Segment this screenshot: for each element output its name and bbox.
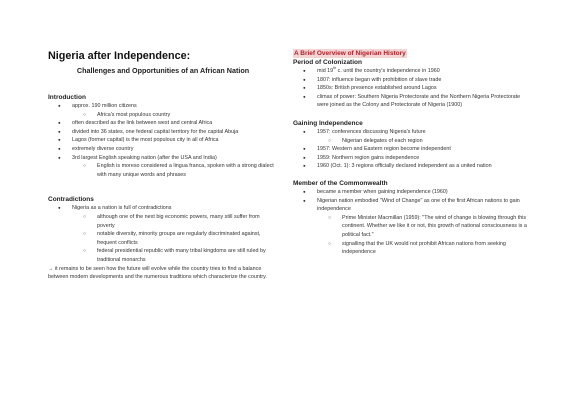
- list-item: ● 1850s: British presence established around Lagos: [293, 84, 533, 93]
- list-item: ● 1807: influence began with prohibition of slave trade: [293, 76, 533, 85]
- commonwealth-list: [293, 188, 533, 257]
- list-item: ● often described as the link between west and central Africa: [48, 119, 278, 128]
- colonization-list: [293, 67, 533, 110]
- list-item: ○ signalling that the UK would not prohibit African nations from seeking independence: [293, 240, 533, 257]
- list-item: ● became a member when gaining independence (1960): [293, 188, 533, 197]
- list-item: ● approx. 190 million citizens: [48, 102, 278, 111]
- list-item: ● Nigerian nation embodied "Wind of Change" as one of the first African nations to gain independence: [293, 197, 533, 214]
- contradictions-heading: Contradictions: [48, 196, 94, 204]
- left-column: [48, 50, 278, 282]
- list-item: ● divided into 36 states, one federal capital territory for the capital Abuja: [48, 128, 278, 137]
- list-item: ● Lagos (former capital) is the most populous city in all of Africa: [48, 136, 278, 145]
- list-item: ○ English is moreso considered a lingua franca, spoken with a strong dialect with many unique words and phrases: [48, 162, 278, 179]
- list-item: ○ Africa's most populous country: [48, 111, 278, 120]
- contradictions-note: → it remains to be seen how the future will evolve while the country tries to find a balance between modern developments and the numerous traditions which characterize the country.: [48, 265, 267, 281]
- list-item: ● mid 19th c. until the country's independence in 1960: [293, 67, 533, 76]
- list-item: ○ federal presidential republic with many tribal kingdoms are still ruled by traditional monarchs: [48, 247, 278, 264]
- list-item: ○ Prime Minister Macmillan (1959): "The wind of change is blowing through this continent. Whether we like it or not, this growth of national consciousness is a political fact.": [293, 214, 533, 240]
- independence-list: [293, 128, 533, 171]
- list-item: ○ Nigerian delegates of each region: [293, 137, 533, 146]
- introduction-heading: Introduction: [48, 94, 86, 101]
- colonization-heading: Period of Colonization: [293, 59, 362, 66]
- overview-heading: [293, 49, 533, 58]
- list-item: ○ although one of the next big economic powers, many still suffer from poverty: [48, 213, 278, 230]
- list-item: ● climax of power: Southern Nigeria Protectorate and the Northern Nigeria Protectorate were joined as the Colony and Protectorate of Nigeria (1900): [293, 93, 533, 110]
- overview-heading-highlight: A Brief Overview of Nigerian History: [294, 50, 406, 57]
- list-item: ● 1957: Western and Eastern region become independent: [293, 145, 533, 154]
- list-item: ● 1959: Northern region gains independence: [293, 154, 533, 163]
- list-item: ● 1957: conferences discussing Nigeria's future: [293, 128, 533, 137]
- page-title: Nigeria after Independence:: [48, 50, 191, 62]
- list-item: ○ notable diversity, minority groups are regularly discriminated against, frequent conflicts: [48, 230, 278, 247]
- commonwealth-heading: Member of the Commonwealth: [293, 179, 388, 187]
- list-item: ● extremely diverse country: [48, 145, 278, 154]
- list-item: ● Nigeria as a nation is full of contradictions: [48, 204, 278, 213]
- list-item: ● 3rd largest English speaking nation (after the USA and India): [48, 154, 278, 163]
- page-subtitle: Challenges and Opportunities of an African Nation: [76, 66, 250, 75]
- independence-heading: Gaining Independence: [293, 119, 363, 127]
- introduction-list: [48, 102, 278, 179]
- list-item: ● 1960 (Oct. 1): 3 regions officially declared independent as a united nation: [293, 162, 533, 171]
- right-column: [293, 49, 533, 257]
- contradictions-list: [48, 204, 278, 264]
